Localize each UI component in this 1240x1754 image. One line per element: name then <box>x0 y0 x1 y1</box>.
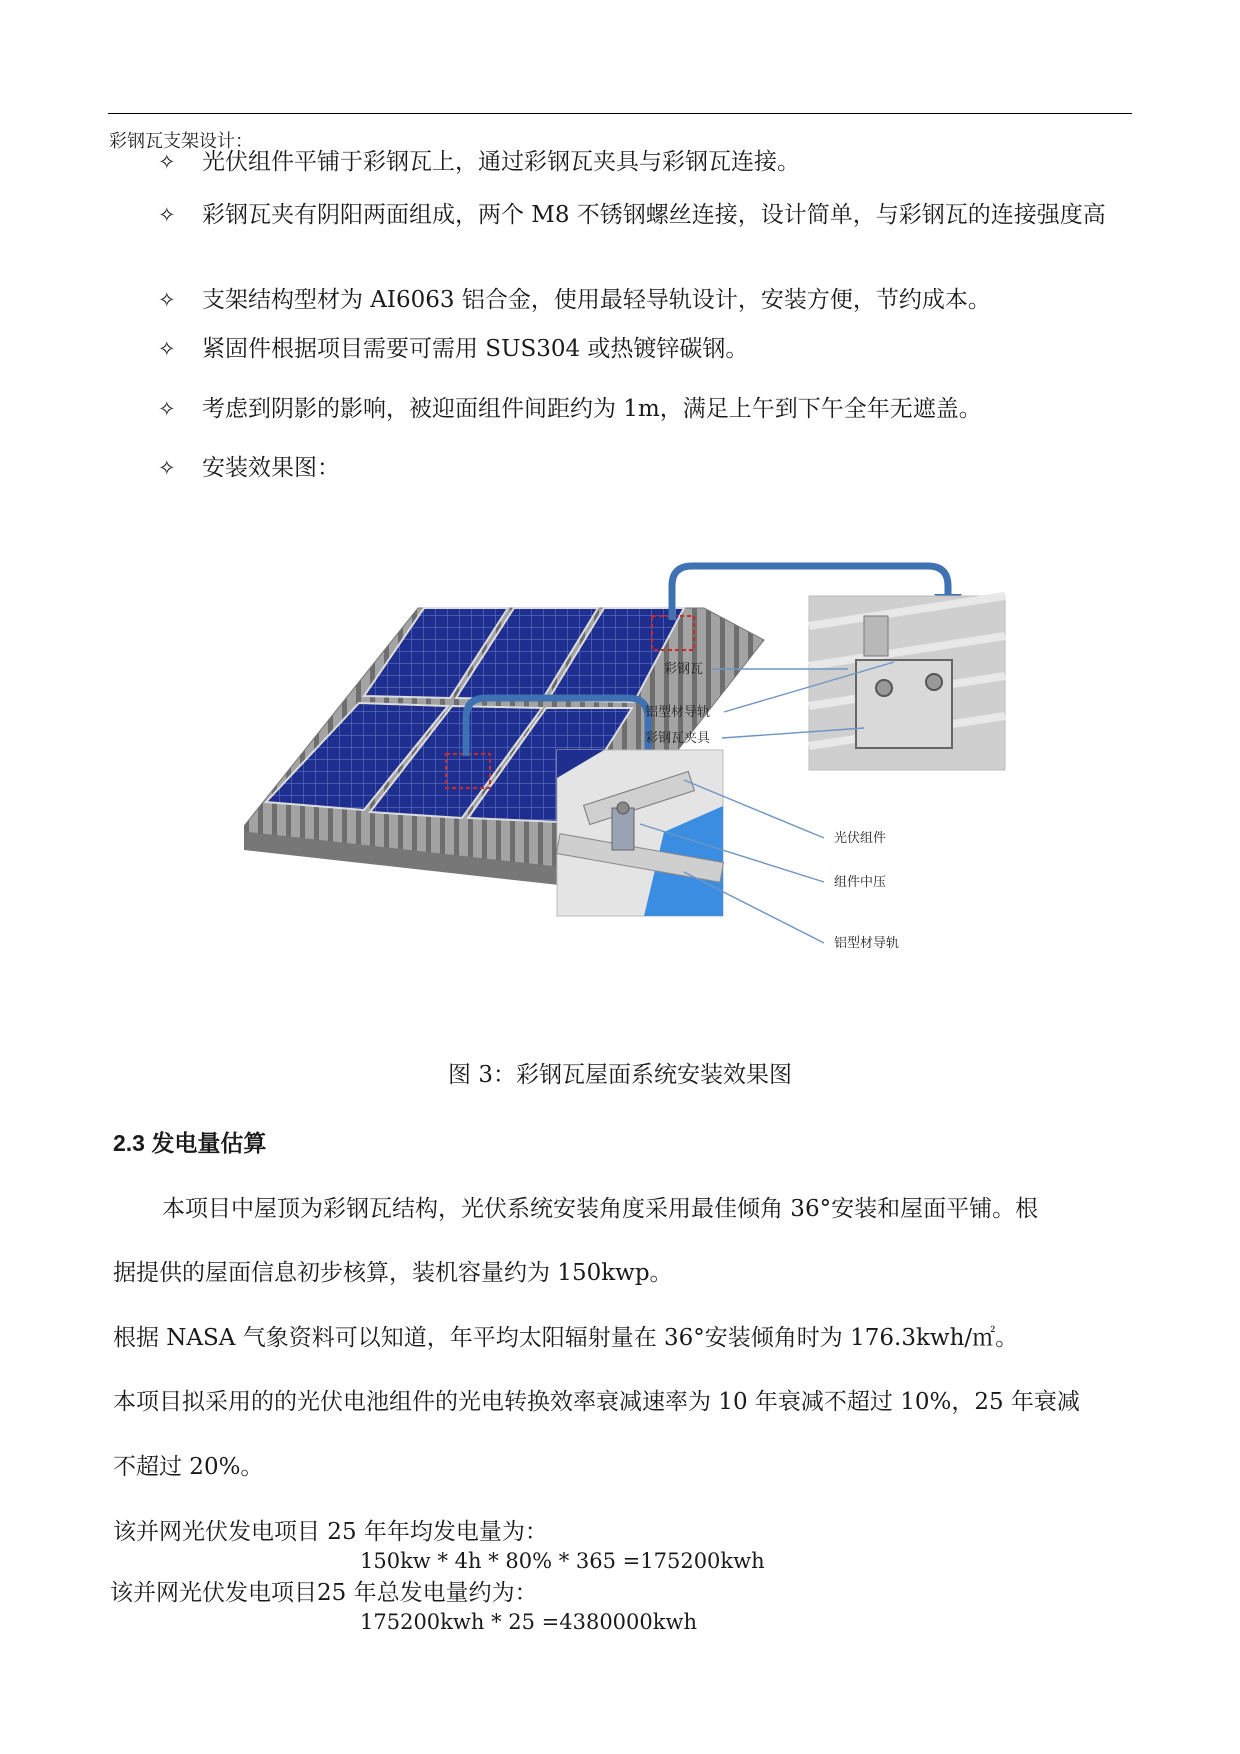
annual-label: 该并网光伏发电项目 25 年年均发电量为： <box>113 1519 548 1545</box>
bullet-text: 支架结构型材为 AI6063 铝合金，使用最轻导轨设计，安装方便，节约成本。 <box>202 287 991 313</box>
label-mid-clamp: 组件中压 <box>834 874 887 889</box>
bullet-text: 彩钢瓦夹有阴阳两面组成，两个 M8 不锈钢螺丝连接，设计简单，与彩钢瓦的连接强度高 <box>202 202 1106 228</box>
paragraph-line: 本项目中屋顶为彩钢瓦结构，光伏系统安装角度采用最佳倾角 36°安装和屋面平铺。根 <box>162 1196 1039 1222</box>
total-label: 该并网光伏发电项目25 年总发电量约为： <box>110 1580 538 1606</box>
midclamp-detail-inset <box>557 750 724 916</box>
bullet-item <box>158 452 1137 485</box>
clamp-detail-inset <box>809 596 1005 770</box>
bullet-text: 光伏组件平铺于彩钢瓦上，通过彩钢瓦夹具与彩钢瓦连接。 <box>202 149 800 175</box>
diamond-bullet-icon: ✧ <box>158 203 176 227</box>
label-clamp: 彩钢瓦夹具 <box>645 730 711 745</box>
bullet-item <box>158 393 1137 426</box>
diamond-bullet-icon: ✧ <box>158 150 176 174</box>
bullet-text: 考虑到阴影的影响，被迎面组件间距约为 1m，满足上午到下午全年无遮盖。 <box>202 396 982 422</box>
installation-figure <box>244 556 1112 1008</box>
bullet-item <box>158 146 1137 179</box>
bullet-item <box>158 284 1137 317</box>
annual-formula: 150kw * 4h * 80% * 365 =175200kwh <box>360 1549 765 1573</box>
paragraph-line: 本项目拟采用的的光伏电池组件的光电转换效率衰减速率为 10 年衰减不超过 10%，25 年衰减 <box>113 1389 1080 1415</box>
figure-caption: 图 3：彩钢瓦屋面系统安装效果图 <box>448 1062 792 1088</box>
label-tile: 彩钢瓦 <box>664 661 704 676</box>
bullet-text: 安装效果图： <box>202 455 340 481</box>
header-note: 彩钢瓦支架设计： <box>109 131 253 152</box>
bullet-item <box>158 333 1137 366</box>
label-module: 光伏组件 <box>834 830 887 845</box>
diamond-bullet-icon: ✧ <box>158 397 176 421</box>
section-title: 2.3 发电量估算 <box>113 1130 267 1156</box>
total-formula: 175200kwh * 25 =4380000kwh <box>360 1610 697 1634</box>
bullet-text: 紧固件根据项目需要可需用 SUS304 或热镀锌碳钢。 <box>202 336 749 362</box>
paragraph-line: 根据 NASA 气象资料可以知道，年平均太阳辐射量在 36°安装倾角时为 176.3kwh/㎡。 <box>113 1325 1019 1351</box>
label-rail-top: 铝型材导轨 <box>645 704 711 719</box>
paragraph-line: 不超过 20%。 <box>113 1454 264 1480</box>
header-rule <box>108 113 1132 114</box>
diamond-bullet-icon: ✧ <box>158 456 176 480</box>
bullet-item <box>158 199 1137 232</box>
paragraph-line: 据提供的屋面信息初步核算，装机容量约为 150kwp。 <box>113 1260 673 1286</box>
diamond-bullet-icon: ✧ <box>158 337 176 361</box>
label-rail-bottom: 铝型材导轨 <box>834 935 900 950</box>
diamond-bullet-icon: ✧ <box>158 288 176 312</box>
